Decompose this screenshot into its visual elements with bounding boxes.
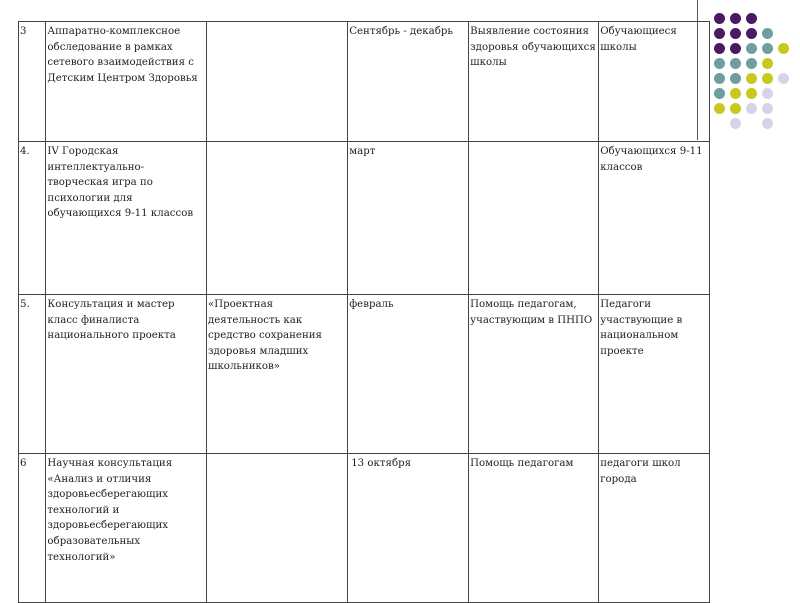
decor-dot xyxy=(762,58,773,69)
decor-dot xyxy=(714,103,725,114)
decor-dot xyxy=(762,73,773,84)
decor-dot xyxy=(762,28,773,39)
cell-goal: Помощь педагогам xyxy=(469,454,599,603)
decor-dot xyxy=(730,58,741,69)
cell-participants: Обучающиеся школы xyxy=(599,22,710,142)
decor-dot xyxy=(730,118,741,129)
decor-dot xyxy=(778,73,789,84)
decor-dot xyxy=(714,43,725,54)
decor-dot xyxy=(762,118,773,129)
cell-date: март xyxy=(348,142,469,295)
decor-dot xyxy=(714,73,725,84)
cell-number: 3 xyxy=(19,22,46,142)
decor-dot xyxy=(746,73,757,84)
cell-number: 4. xyxy=(19,142,46,295)
decor-dot xyxy=(730,43,741,54)
cell-participants: Обучающихся 9-11 классов xyxy=(599,142,710,295)
decor-dot xyxy=(714,88,725,99)
cell-event: Научная консультация «Анализ и отличия здоровьесберегающих технологий и здоровьесберегающих образовательных технологий» xyxy=(46,454,207,603)
decor-dot xyxy=(730,73,741,84)
cell-participants: Педагоги участвующие в национальном проекте xyxy=(599,295,710,454)
decor-dot xyxy=(730,13,741,24)
decor-dot xyxy=(746,58,757,69)
table-row xyxy=(19,454,710,603)
table-row xyxy=(19,142,710,295)
decor-dot xyxy=(714,58,725,69)
cell-number: 5. xyxy=(19,295,46,454)
cell-goal xyxy=(469,142,599,295)
decor-dot xyxy=(746,103,757,114)
cell-topic xyxy=(206,142,347,295)
table-row xyxy=(19,22,710,142)
cell-goal: Помощь педагогам, участвующим в ПНПО xyxy=(469,295,599,454)
decor-dot xyxy=(762,103,773,114)
decor-dot xyxy=(746,28,757,39)
decor-dot xyxy=(762,43,773,54)
decor-dot xyxy=(714,13,725,24)
events-table xyxy=(18,21,710,603)
cell-number: 6 xyxy=(19,454,46,603)
decor-dot xyxy=(730,103,741,114)
cell-date: 13 октября xyxy=(348,454,469,603)
decor-dot xyxy=(746,13,757,24)
cell-event: Консультация и мастер класс финалиста национального проекта xyxy=(46,295,207,454)
cell-event: Аппаратно-комплексное обследование в рамках сетевого взаимодействия с Детским Центром Здоровья xyxy=(46,22,207,142)
decor-dot xyxy=(730,28,741,39)
cell-date: февраль xyxy=(348,295,469,454)
decor-dot xyxy=(746,43,757,54)
cell-goal: Выявление состояния здоровья обучающихся школы xyxy=(469,22,599,142)
decor-dot xyxy=(778,43,789,54)
cell-topic: «Проектная деятельность как средство сохранения здоровья младших школьников» xyxy=(206,295,347,454)
decor-dot xyxy=(746,88,757,99)
cell-topic xyxy=(206,22,347,142)
cell-date: Сентябрь - декабрь xyxy=(348,22,469,142)
cell-participants: педагоги школ города xyxy=(599,454,710,603)
decorative-dot-pattern xyxy=(700,0,800,140)
decor-dot xyxy=(730,88,741,99)
decor-dot xyxy=(714,28,725,39)
cell-topic xyxy=(206,454,347,603)
table-row xyxy=(19,295,710,454)
decor-dot xyxy=(762,88,773,99)
cell-event: IV Городская интеллектуально-творческая игра по психологии для обучающихся 9-11 классов xyxy=(46,142,207,295)
